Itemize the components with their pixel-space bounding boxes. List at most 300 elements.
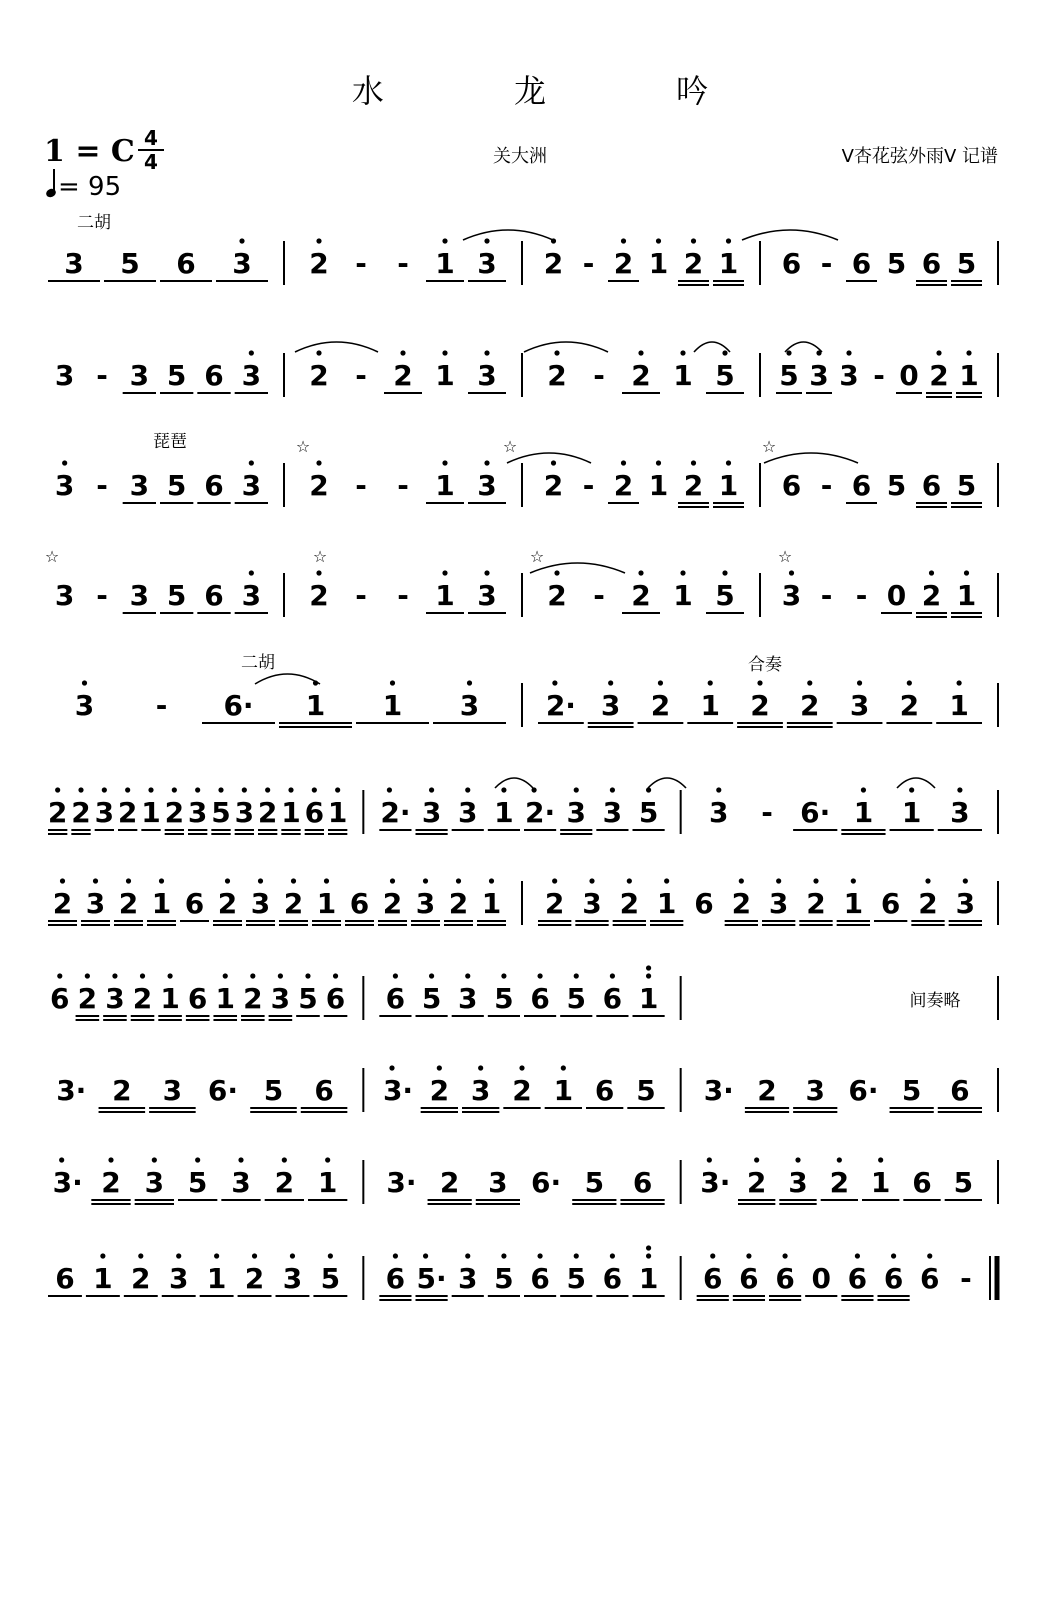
score-note: 3 [950,796,970,829]
score-note: - [96,579,108,612]
high-octave-dot [316,238,321,243]
score-note: 1 [151,887,172,920]
score-note: 6 [775,1262,795,1295]
tremolo-star-icon: ☆ [777,547,793,566]
high-octave-dot [429,973,434,978]
score-note: 5 [166,469,187,502]
score-note: 5 [566,1262,586,1295]
score-note: 6 [55,1262,75,1295]
score-note: 3 [788,1166,808,1199]
score-note: 2 [929,359,949,392]
score-note: 3 [129,579,150,612]
instrument-label: 合奏 [748,655,782,675]
score-note: 2 [757,1074,777,1107]
score-note: 6 [594,1074,615,1107]
high-octave-dot [195,787,200,792]
high-octave-dot [465,787,470,792]
score-note: 5 [956,469,977,502]
score-note: 2 [77,982,98,1015]
score-note: 2 [243,982,263,1015]
high-octave-dot [467,680,472,685]
score-note: 6 [632,1166,653,1199]
high-octave-dot [62,460,67,465]
score-note: 2 [899,689,920,722]
score-note: 3 [144,1166,165,1199]
high-octave-dot [610,787,615,792]
score-note: 3 [602,796,623,829]
score-note: 1 [949,689,969,722]
score-note: 2 [393,359,413,392]
score-note: 3 [241,579,262,612]
high-octave-dot [250,973,255,978]
high-octave-dot [390,680,395,685]
high-octave-dot [218,787,223,792]
high-octave-dot [638,570,643,575]
score-note: 1 [327,796,348,829]
score-note: 6 [349,887,370,920]
high-octave-dot [608,680,613,685]
high-octave-dot [148,787,153,792]
high-octave-dot [936,350,941,355]
score-note: 6 [304,796,325,829]
slur-arc [255,674,320,684]
score-note: - [155,689,168,722]
score-note: 3 [74,689,95,722]
high-octave-dot [855,1253,860,1258]
score-note: 3 [839,359,859,392]
high-octave-dot [909,787,914,792]
score-note: 3 [162,1074,183,1107]
score-note: 3 [168,1262,189,1295]
score-note: - [855,579,868,612]
score-note: 6 [204,359,224,392]
high-octave-dot [638,350,643,355]
high-octave-dot [252,1253,257,1258]
score-note: 5 [715,579,735,612]
high-octave-dot [305,973,310,978]
high-octave-dot [60,878,65,883]
score-note: 6 [703,1262,723,1295]
high-octave-dot [878,1157,883,1162]
slur-arc [742,230,838,240]
high-octave-dot [837,1157,842,1162]
slur-arc [764,453,858,463]
high-octave-dot [316,570,321,575]
high-octave-dot [159,878,164,883]
score-note: 3 [64,247,84,280]
score-note: 0 [811,1262,831,1295]
score-note: 3 [955,887,976,920]
score-note: 3 [250,887,271,920]
high-octave-dot [552,680,557,685]
score-note: - [761,796,773,829]
score-note: 1 [435,359,455,392]
score-note: 2 [274,1166,295,1199]
score-note: 2 [101,1166,121,1199]
high-octave-dot [223,973,228,978]
high-octave-dot [214,1253,219,1258]
slur-arc [495,778,533,788]
score-note: 6· [207,1074,239,1107]
high-octave-dot [278,973,283,978]
score-note: 6 [530,982,550,1015]
score-note: 5 [779,359,799,392]
transcriber: V杏花弦外雨V 记谱 [841,146,998,167]
score-note: 3 [187,796,208,829]
score-note: 2 [683,247,704,280]
time-signature-top: 4 [144,126,158,150]
score-note: 0 [899,359,919,392]
score-note: 3 [232,247,252,280]
high-octave-dot [102,787,107,792]
score-note: 1 [160,982,180,1015]
score-note: 2 [631,579,651,612]
high-octave-dot [288,787,293,792]
score-note: - [355,469,367,502]
score-note: - [820,469,833,502]
score-note: 2 [683,469,704,502]
score-note: 2 [650,689,671,722]
score-note: 6 [184,887,205,920]
high-octave-dot [782,1253,787,1258]
tremolo-star-icon: ☆ [529,547,545,566]
score-note: 5 [901,1074,922,1107]
score-note: 1 [317,1166,338,1199]
high-octave-dot [861,787,866,792]
high-octave-dot [664,878,669,883]
high-octave-dot [621,238,626,243]
score-note: - [96,359,108,392]
high-octave-dot [59,1157,64,1162]
high-octave-dot [57,973,62,978]
score-note: 2 [613,469,634,502]
score-note: 2 [131,1262,151,1295]
slur-arc [648,778,686,788]
score-note: 3 [105,982,125,1015]
high-octave-dot [554,350,559,355]
score-note: 1 [648,247,669,280]
high-octave-dot [316,350,321,355]
score-note: 6 [385,982,406,1015]
instrument-label: 二胡 [77,213,111,233]
interlude-label: 间奏略 [909,991,961,1011]
score-note: 5 [494,1262,514,1295]
high-octave-dot [722,350,727,355]
high-octave-dot [621,460,626,465]
score-note: 2 [448,887,469,920]
score-note: 3 [470,1074,491,1107]
score-note: 3 [849,689,870,722]
score-note: 5 [886,247,907,280]
high-octave-dot [646,1253,651,1258]
score-note: 5 [421,982,442,1015]
high-octave-dot [707,1157,712,1162]
high-octave-dot [324,878,329,883]
score-note: 3· [56,1074,87,1107]
score-note: 3 [809,359,829,392]
high-octave-dot [423,878,428,883]
score-note: 6 [950,1074,970,1107]
high-octave-dot [393,1253,398,1258]
score-note: 6 [851,247,872,280]
slur-arc [295,342,378,352]
score-note: 2 [731,887,752,920]
score-note: 6 [694,887,714,920]
slur-arc [785,342,822,352]
score-note: 6 [187,982,208,1015]
high-octave-dot [112,973,117,978]
slur-arc [524,342,608,352]
high-octave-dot [519,1065,524,1070]
score-note: 1 [281,796,301,829]
score-note: 6 [385,1262,406,1295]
high-octave-dot [282,1157,287,1162]
high-octave-dot [423,1253,428,1258]
score-note: 3 [458,982,478,1015]
score-note: - [397,469,409,502]
high-octave-dot [929,570,934,575]
score-note: - [582,469,595,502]
score-note: 3 [477,469,497,502]
high-octave-dot [100,1253,105,1258]
score-note: 1 [638,982,659,1015]
high-octave-dot [290,1253,295,1258]
score-note: 2 [217,887,238,920]
score-note: 1 [700,689,720,722]
high-octave-dot [680,570,685,575]
score-note: 3 [709,796,729,829]
score-note: 5 [584,1166,605,1199]
score-note: 1 [435,247,455,280]
score-note: 2 [613,247,634,280]
score-note: 6 [530,1262,550,1295]
score-note: 2 [283,887,304,920]
score-note: 3 [94,796,115,829]
high-octave-dot [393,973,398,978]
score-note: 2 [309,469,329,502]
score-note: 6 [602,1262,623,1295]
score-note: - [873,359,885,392]
high-octave-dot [152,1157,157,1162]
high-octave-dot [691,460,696,465]
score-note: 2 [800,689,820,722]
score-note: 2 [619,887,640,920]
score-note: 3· [52,1166,83,1199]
high-octave-dot [238,1157,243,1162]
score-note: 3 [231,1166,251,1199]
score-note: 3 [282,1262,303,1295]
score-note: 5 [211,796,231,829]
high-octave-dot [167,973,172,978]
score-note: 3 [805,1074,825,1107]
score-note: - [355,247,367,280]
score-note: 3 [241,359,262,392]
score-note: 2 [921,579,942,612]
score-note: 6· [800,796,831,829]
score-note: 5 [886,469,907,502]
score-note: 6· [531,1166,562,1199]
score-note: 2 [309,247,329,280]
high-octave-dot [484,570,489,575]
high-octave-dot [176,1253,181,1258]
high-octave-dot [646,965,651,970]
high-octave-dot [108,1157,113,1162]
high-octave-dot [746,1253,751,1258]
high-octave-dot [726,238,731,243]
score-note: 3 [234,796,255,829]
score-note: 1 [656,887,677,920]
score-note: - [96,469,108,502]
high-octave-dot [172,787,177,792]
slur-arc [507,453,591,463]
score-note: 6 [314,1074,334,1107]
high-octave-dot [125,787,130,792]
score-note: 3 [582,887,602,920]
score-note: 1 [843,887,864,920]
high-octave-dot [484,350,489,355]
score-note: 2 [750,689,770,722]
high-octave-dot [789,570,794,575]
score-note: 3 [241,469,262,502]
score-note: 1 [853,796,874,829]
score-note: 1 [494,796,514,829]
score-note: 1 [673,579,693,612]
score-note: - [820,579,833,612]
score-note: 3 [488,1166,508,1199]
score-note: 2 [544,887,565,920]
score-note: 3 [458,1262,478,1295]
score-note: 3 [768,887,789,920]
high-octave-dot [484,460,489,465]
score-note: 6 [920,1262,940,1295]
score-note: 2 [746,1166,767,1199]
high-octave-dot [610,973,615,978]
score-note: 1 [141,796,161,829]
score-note: 5 [956,247,977,280]
high-octave-dot [957,787,962,792]
score-note: 6 [176,247,196,280]
score-note: 5 [120,247,140,280]
score-note: 3 [458,796,478,829]
high-octave-dot [239,238,244,243]
tremolo-star-icon: ☆ [295,437,311,456]
high-octave-dot [465,1253,470,1258]
high-octave-dot [325,1157,330,1162]
slur-arc [530,563,625,573]
score-note: 3· [386,1166,417,1199]
score-note: 2 [918,887,938,920]
time-signature-bottom: 4 [144,150,158,174]
high-octave-dot [551,460,556,465]
score-note: 2 [429,1074,450,1107]
score-note: 2 [512,1074,532,1107]
score-note: 3 [270,982,291,1015]
high-octave-dot [963,878,968,883]
high-octave-dot [891,1253,896,1258]
high-octave-dot [795,1157,800,1162]
score-note: 3 [566,796,586,829]
score-note: 2 [117,796,138,829]
score-note: 3 [477,579,497,612]
high-octave-dot [442,570,447,575]
score-note: - [820,247,833,280]
tremolo-star-icon: ☆ [761,437,777,456]
score-note: 3 [54,469,75,502]
score-note: 2 [47,796,68,829]
score-note: 1 [481,887,502,920]
score-note: 1 [305,689,326,722]
high-octave-dot [437,1065,442,1070]
high-octave-dot [807,680,812,685]
high-octave-dot [907,680,912,685]
score-note: 2 [547,579,567,612]
high-octave-dot [442,460,447,465]
high-octave-dot [442,238,447,243]
high-octave-dot [656,460,661,465]
score-note: 3 [459,689,480,722]
high-octave-dot [249,460,254,465]
score-note: 2· [525,796,556,829]
high-octave-dot [489,878,494,883]
score-note: 5· [416,1262,447,1295]
score-note: 1 [316,887,337,920]
score-note: 2 [543,247,564,280]
score-note: 3 [54,579,75,612]
high-octave-dot [691,238,696,243]
score-note: - [355,359,367,392]
score-note: 2 [631,359,651,392]
score-note: 2 [132,982,153,1015]
high-octave-dot [258,878,263,883]
high-octave-dot [857,680,862,685]
score-note: 2 [543,469,564,502]
instrument-label: 二胡 [241,653,275,673]
high-octave-dot [776,878,781,883]
score-note: 1 [206,1262,227,1295]
score-note: 5 [566,982,586,1015]
score-note: 3· [703,1074,734,1107]
score-note: 1 [435,469,455,502]
score-note: 1 [638,1262,659,1295]
score-note: 6 [921,469,942,502]
high-octave-dot [846,350,851,355]
score-note: 2 [382,887,403,920]
score-note: 6 [204,469,224,502]
high-octave-dot [501,1253,506,1258]
score-note: 3· [700,1166,731,1199]
high-octave-dot [574,787,579,792]
score-note: 2 [52,887,73,920]
high-octave-dot [574,973,579,978]
high-octave-dot [710,1253,715,1258]
score-note: 2 [257,796,278,829]
high-octave-dot [610,1253,615,1258]
high-octave-dot [225,878,230,883]
page-title: 水 龙 吟 [351,72,769,110]
high-octave-dot [389,1065,394,1070]
score-note: 5 [715,359,735,392]
score-note: 6 [204,579,224,612]
score-note: 3 [129,359,150,392]
score-note: 3 [781,579,802,612]
high-octave-dot [966,350,971,355]
score-note: 1 [435,579,455,612]
score-note: 1 [901,796,922,829]
high-octave-dot [716,787,721,792]
high-octave-dot [627,878,632,883]
tempo-value: = 95 [58,172,122,202]
high-octave-dot [265,787,270,792]
